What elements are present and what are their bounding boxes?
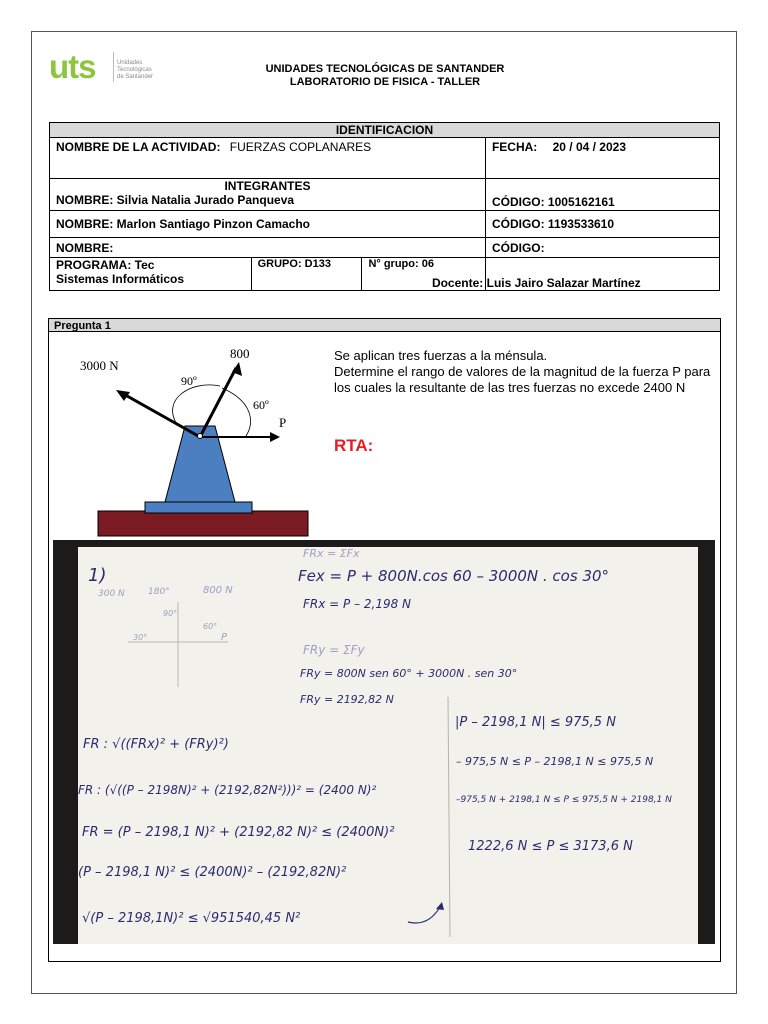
hw-line: (P – 2198,1 N)² ≤ (2400N)² – (2192,82N)² bbox=[78, 865, 347, 880]
pregunta-title: Pregunta 1 bbox=[48, 318, 721, 332]
member-code: CÓDIGO: bbox=[485, 238, 719, 258]
logo-subtitle bbox=[117, 60, 153, 81]
hw-line: Fex = P + 800N.cos 60 – 3000N . cos 30° bbox=[298, 567, 610, 585]
rta-label: RTA: bbox=[334, 436, 374, 455]
programa-line: PROGRAMA: Tec bbox=[56, 258, 155, 272]
hw-line: FR : √((FRx)² + (FRy)²) bbox=[83, 737, 229, 752]
angle-arc-60 bbox=[222, 388, 251, 436]
label-90: 90º bbox=[181, 374, 197, 388]
header-lab: LABORATORIO DE FISICA - TALLER bbox=[289, 76, 481, 88]
member-name: NOMBRE: Marlon Santiago Pinzon Camacho bbox=[50, 211, 486, 238]
actividad-value: FUERZAS COPLANARES bbox=[229, 140, 372, 154]
logo-divider bbox=[113, 52, 114, 82]
hw-line: FRy = ΣFy bbox=[303, 643, 365, 657]
hw-line: FRy = 800N sen 60° + 3000N . sen 30° bbox=[300, 667, 518, 680]
header-institution: UNIDADES TECNOLÓGICAS DE SANTANDER bbox=[265, 63, 505, 75]
question-text bbox=[334, 348, 714, 396]
hw-line: |P – 2198,1 N| ≤ 975,5 N bbox=[455, 715, 616, 730]
logo-subtitle-line: Tecnológicas bbox=[117, 67, 152, 73]
hw-sketch-label: 90° bbox=[163, 609, 178, 618]
force-3000-arrow bbox=[120, 392, 200, 437]
angle-arc-90 bbox=[173, 385, 220, 426]
pin bbox=[198, 434, 203, 439]
hw-sketch-label: 30° bbox=[133, 633, 148, 642]
n-grupo-cell: N° grupo: 06 bbox=[362, 258, 486, 291]
document-header bbox=[180, 63, 590, 89]
programa-cell bbox=[50, 258, 252, 291]
hw-sketch-label: 60° bbox=[203, 622, 218, 631]
identification-table bbox=[49, 122, 720, 291]
member-name: NOMBRE: bbox=[50, 238, 486, 258]
hw-line: FR = (P – 2198,1 N)² + (2192,82 N)² ≤ (2400N)² bbox=[82, 825, 395, 840]
docente-cell bbox=[431, 258, 719, 291]
bracket-diagram bbox=[60, 340, 320, 540]
solution-photo bbox=[53, 540, 715, 944]
grupo-cell: GRUPO: D133 bbox=[251, 258, 362, 291]
hw-header: FRx = ΣFx bbox=[303, 547, 360, 560]
actividad-label: NOMBRE DE LA ACTIVIDAD: bbox=[56, 140, 221, 154]
hw-line: FRx = P – 2,198 N bbox=[303, 597, 412, 611]
hw-sketch-label: P bbox=[221, 632, 228, 643]
member-code: CÓDIGO: 1193533610 bbox=[485, 211, 719, 238]
member-code: CÓDIGO: 1005162161 bbox=[485, 179, 719, 211]
hw-line: √(P – 2198,1N)² ≤ √951540,45 N² bbox=[82, 911, 301, 926]
hw-line: FRy = 2192,82 N bbox=[300, 693, 394, 706]
bracket-base bbox=[145, 502, 252, 513]
member-name: NOMBRE: Silvia Natalia Jurado Panqueva bbox=[56, 193, 295, 207]
hw-line: – 975,5 N ≤ P – 2198,1 N ≤ 975,5 N bbox=[456, 755, 654, 768]
logo-subtitle-line: de Santander bbox=[117, 74, 154, 80]
hw-number: 1) bbox=[88, 565, 107, 586]
hw-sketch-label: 300 N bbox=[98, 589, 125, 599]
question-line: Determine el rango de valores de la magnitud de la fuerza P para los cuales la resultante de las tres fuerzas no excede 2400 N bbox=[334, 364, 711, 395]
integrantes-title: INTEGRANTES bbox=[224, 179, 311, 193]
identificacion-title: IDENTIFICACION bbox=[50, 123, 720, 138]
question-line: Se aplican tres fuerzas a la ménsula. bbox=[334, 348, 548, 363]
label-p: P bbox=[279, 415, 287, 430]
paper-sheet bbox=[78, 547, 698, 944]
hw-sketch-label: 180° bbox=[148, 587, 170, 597]
fecha-label: FECHA: bbox=[491, 140, 538, 154]
base-plate bbox=[98, 511, 308, 536]
force-800-arrow bbox=[200, 368, 236, 437]
hw-sketch-label: 800 N bbox=[203, 585, 233, 596]
label-60: 60º bbox=[253, 398, 269, 412]
docente: Docente: Luis Jairo Salazar Martínez bbox=[431, 276, 641, 290]
logo-subtitle-line: Unidades bbox=[117, 60, 143, 66]
hw-line: –975,5 N + 2198,1 N ≤ P ≤ 975,5 N + 2198,1 N bbox=[456, 795, 672, 805]
label-3000: 3000 N bbox=[80, 358, 119, 373]
hw-line: 1222,6 N ≤ P ≤ 3173,6 N bbox=[468, 839, 633, 854]
label-800: 800 bbox=[230, 346, 250, 361]
hw-line: FR : (√((P – 2198N)² + (2192,82N²)))² = (2400 N)² bbox=[78, 783, 377, 797]
fecha-value: 20 / 04 / 2023 bbox=[552, 140, 627, 154]
logo-text: uts bbox=[49, 48, 96, 85]
arrowhead bbox=[270, 432, 280, 442]
programa-line: Sistemas Informáticos bbox=[56, 272, 185, 286]
